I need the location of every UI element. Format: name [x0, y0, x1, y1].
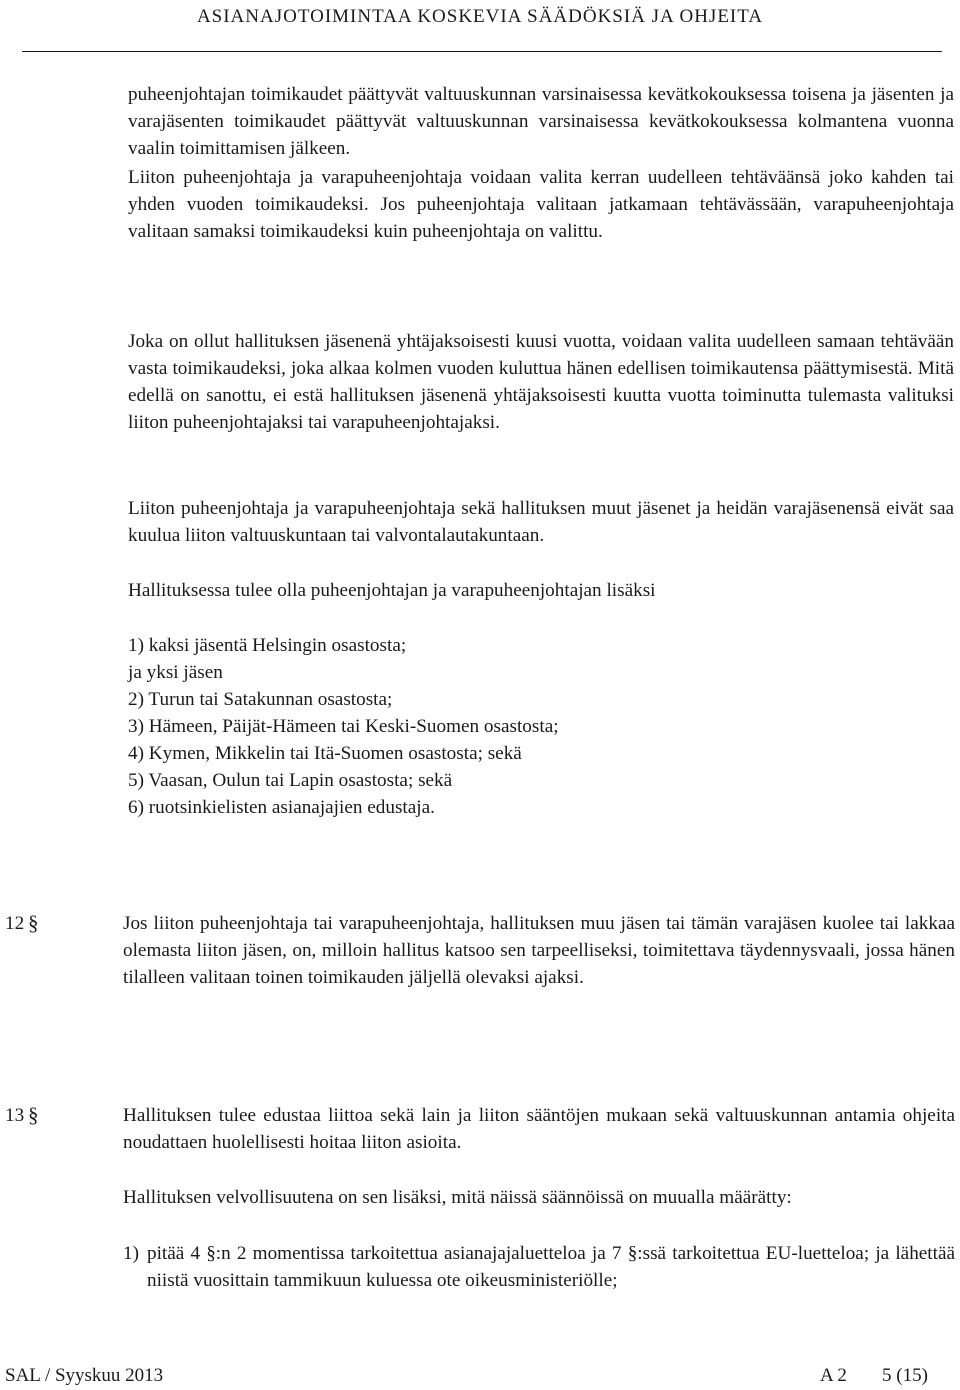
- section-13-number: 13: [5, 1105, 25, 1126]
- list-item: ja yksi jäsen: [128, 662, 223, 683]
- paragraph-reelection: Liiton puheenjohtaja ja varapuheenjohtaja voidaan valita kerran uudelleen tehtäväänsä joko kahden tai yhden vuoden toimikaudeksi. Jos puheenjohtaja valitaan jatkamaan tehtävässään, varapuheenjohtaja valitaan samaksi toimikaudeksi kuin puheenjohtaja on valittu.: [128, 167, 954, 242]
- section-12-text: Jos liiton puheenjohtaja tai varapuheenjohtaja, hallituksen muu jäsen tai tämän varajäsen kuolee tai lakkaa olemasta liiton jäsen, on, milloin hallitus katsoo sen tarpeelliseksi, toimitettava täydennysvaali, jossa hänen tilalleen valitaan toinen toimikauden jäljellä olevaksi ajaksi.: [123, 913, 955, 988]
- list-item: 6) ruotsinkielisten asianajajien edustaja.: [128, 797, 435, 818]
- section-12-mark: §: [28, 911, 39, 935]
- list-item-number: 1): [123, 1243, 139, 1264]
- header-rule: [22, 51, 942, 52]
- section-13-p2: Hallituksen velvollisuutena on sen lisäksi, mitä näissä säännöissä on muualla määrätty:: [123, 1187, 792, 1208]
- list-item: 4) Kymen, Mikkelin tai Itä-Suomen osastosta; sekä: [128, 743, 522, 764]
- list-item: 3) Hämeen, Päijät-Hämeen tai Keski-Suomen osastosta;: [128, 716, 559, 737]
- paragraph-incompatibility: Liiton puheenjohtaja ja varapuheenjohtaja sekä hallituksen muut jäsenet ja heidän varajäsenensä eivät saa kuulua liiton valtuuskuntaan tai valvontalautakuntaan.: [128, 498, 954, 546]
- section-12-number: 12: [5, 913, 25, 934]
- list-item: 1) kaksi jäsentä Helsingin osastosta;: [128, 635, 407, 656]
- section-13-mark: §: [28, 1103, 39, 1127]
- board-members-list: [128, 632, 954, 821]
- list-item: [123, 1240, 955, 1294]
- list-item: 5) Vaasan, Oulun tai Lapin osastosta; sekä: [128, 770, 453, 791]
- running-header: ASIANAJOTOIMINTAA KOSKEVIA SÄÄDÖKSIÄ JA OHJEITA: [196, 6, 764, 27]
- paragraph-board-composition: Hallituksessa tulee olla puheenjohtajan ja varapuheenjohtajan lisäksi: [128, 580, 656, 601]
- footer-publication: SAL / Syyskuu 2013: [5, 1365, 164, 1386]
- list-item-text: pitää 4 §:n 2 momentissa tarkoitettua asianajajaluetteloa ja 7 §:ssä tarkoitettua EU-luetteloa; ja lähettää niistä vuosittain tammikuun kuluessa ote oikeusministeriölle;: [146, 1243, 955, 1291]
- footer-section: A 2: [820, 1365, 847, 1386]
- section-13-p1: Hallituksen tulee edustaa liittoa sekä lain ja liiton sääntöjen mukaan sekä valtuuskunnan antamia ohjeita noudattaen huolellisesti hoitaa liiton asioita.: [123, 1105, 955, 1153]
- section-13-item-1: [123, 1240, 955, 1294]
- list-item: 2) Turun tai Satakunnan osastosta;: [128, 689, 393, 710]
- footer-page-number: 5 (15): [882, 1365, 928, 1386]
- paragraph-term-continuation: puheenjohtajan toimikaudet päättyvät valtuuskunnan varsinaisessa kevätkokouksessa toisena ja jäsenten ja varajäsenten toimikaudet päättyvät valtuuskunnan varsinaisessa kevätkokouksessa kolmantena vuonna vaalin toimittamisen jälkeen.: [128, 84, 954, 159]
- paragraph-six-years: Joka on ollut hallituksen jäsenenä yhtäjaksoisesti kuusi vuotta, voidaan valita uudelleen samaan tehtävään vasta toimikaudeksi, joka alkaa kolmen vuoden kuluttua hänen edellisen toimikautensa päättymisestä. Mitä edellä on sanottu, ei estä hallituksen jäsenenä yhtäjaksoisesti kuutta vuotta toiminutta tulemasta valituksi liiton puheenjohtajaksi tai varapuheenjohtajaksi.: [128, 331, 954, 433]
